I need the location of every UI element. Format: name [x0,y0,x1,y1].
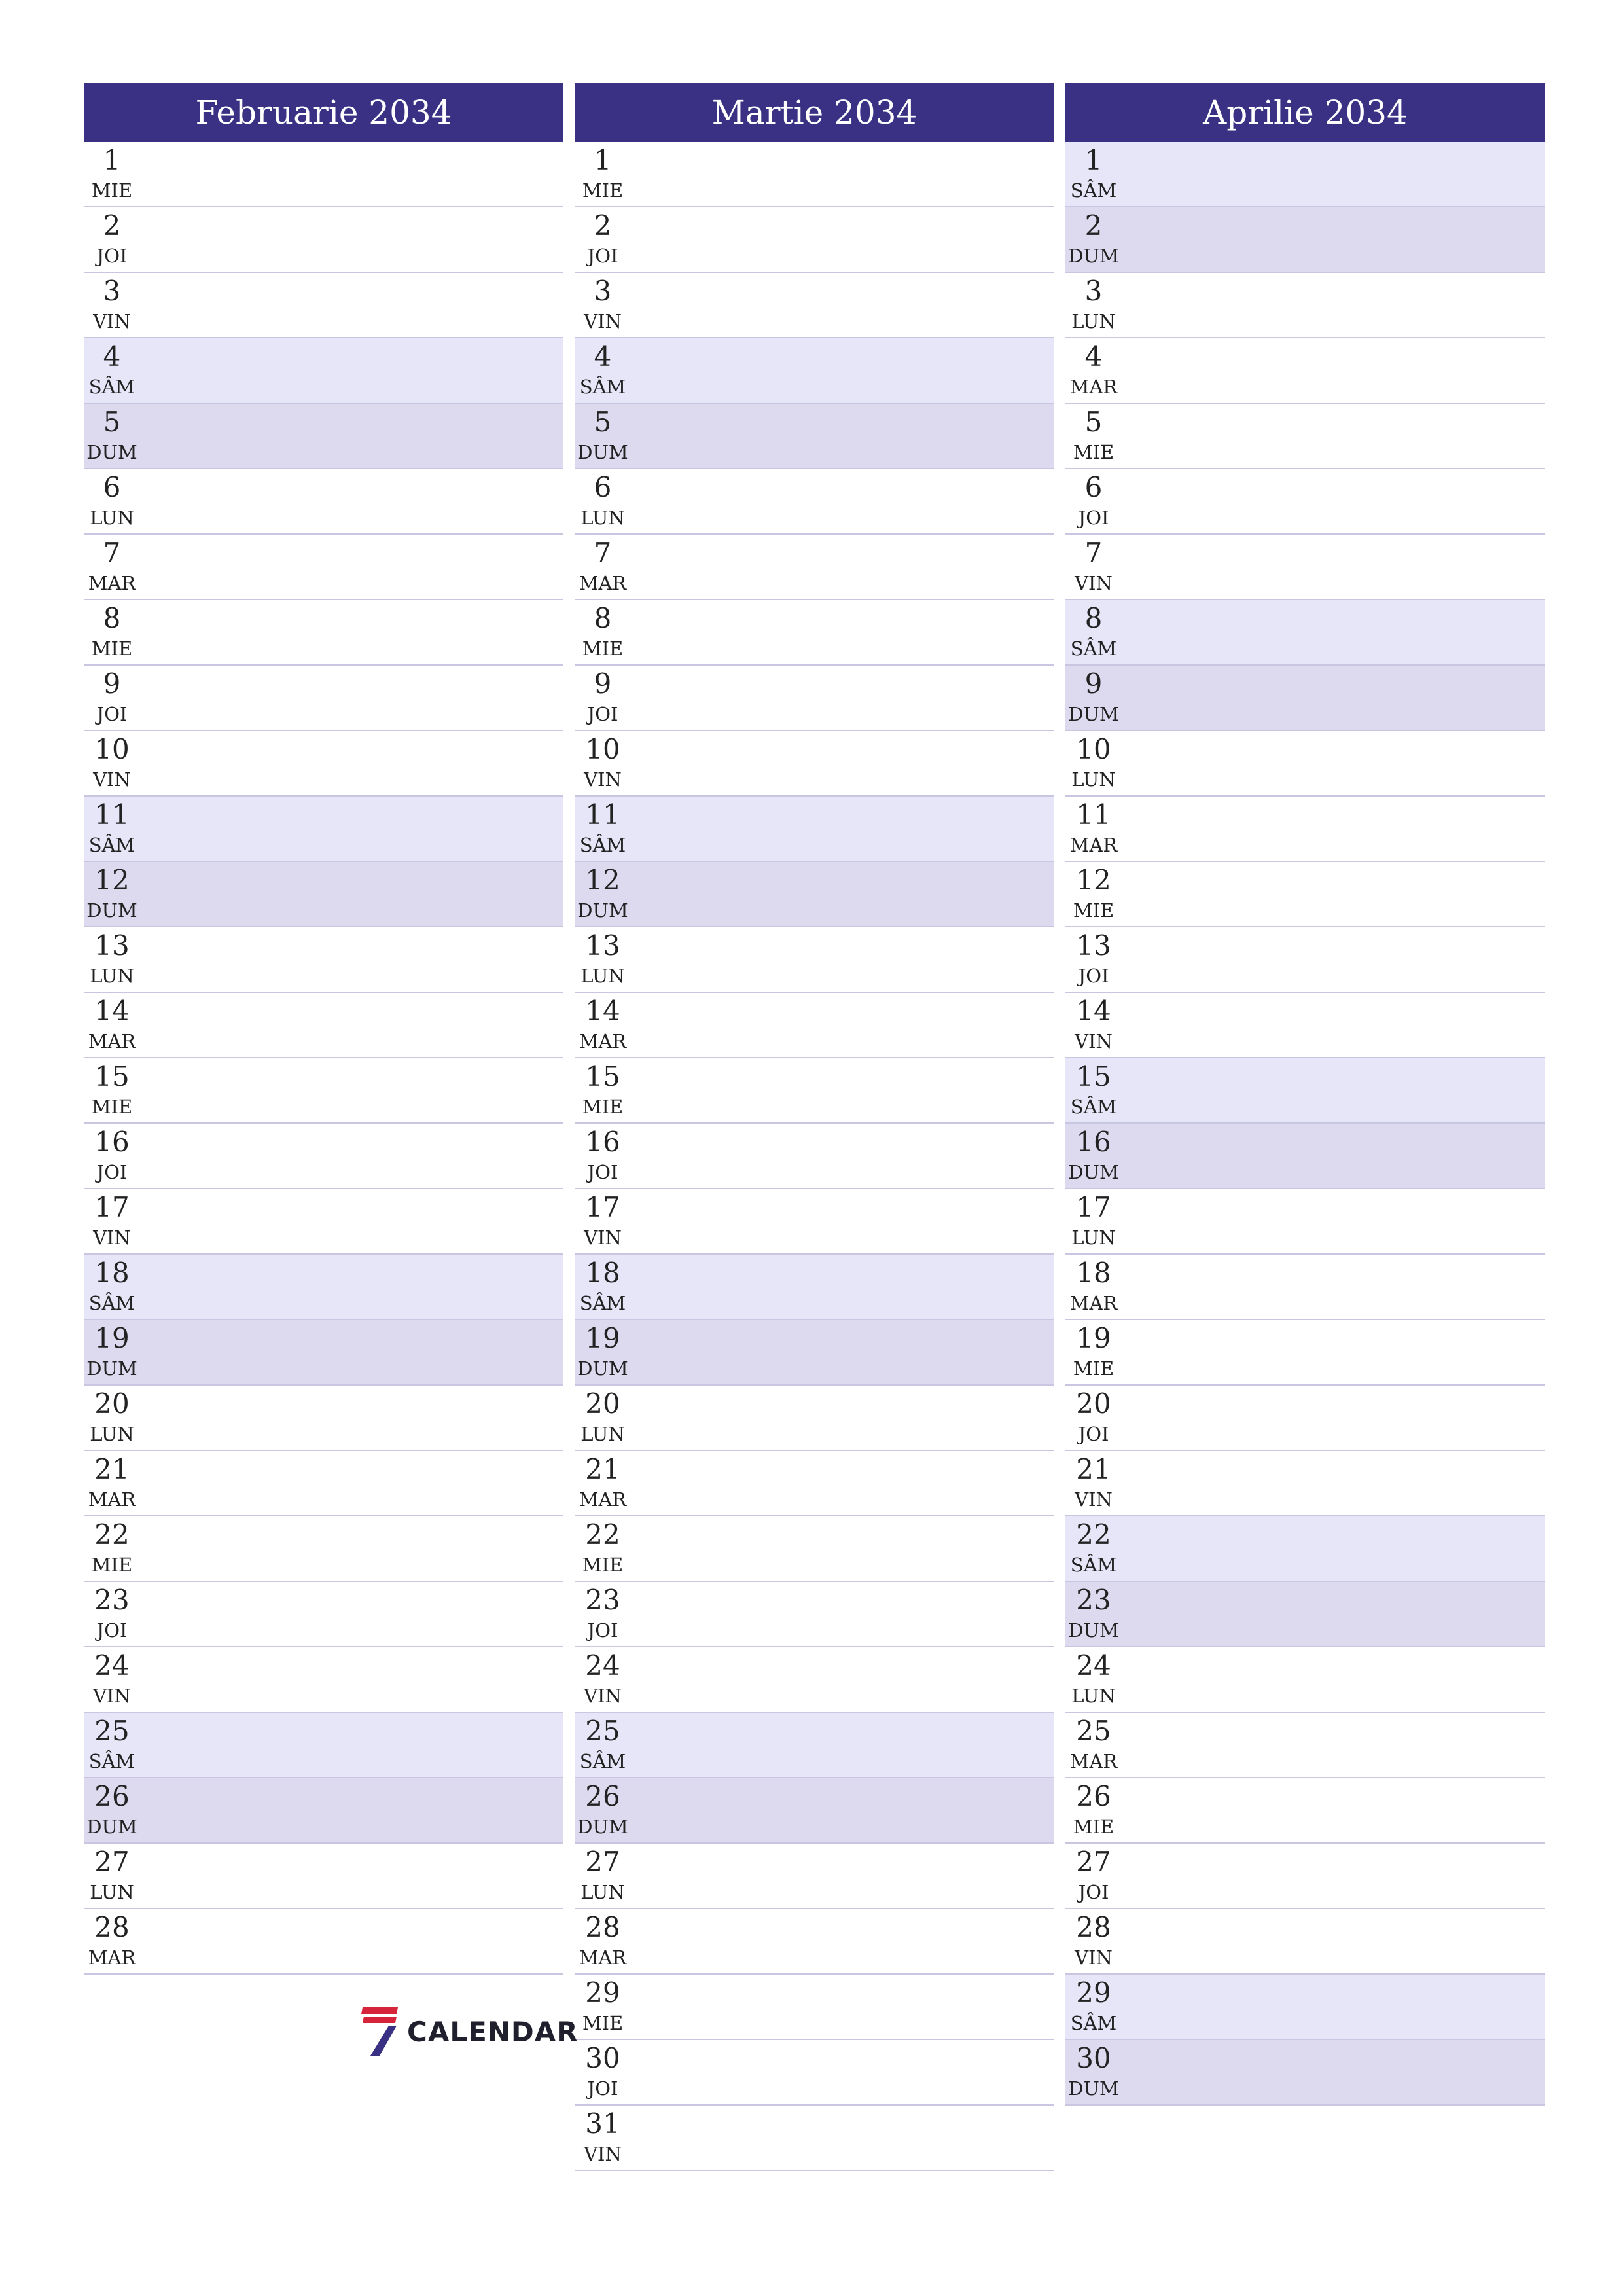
day-number: 19 [585,1322,620,1354]
day-name: MAR [88,1488,136,1511]
day-row[interactable] [84,207,563,273]
day-list [575,142,1054,2171]
day-name: MAR [579,1946,627,1969]
day-row[interactable] [575,2106,1054,2171]
day-name: DUM [577,899,628,922]
day-row[interactable] [84,1451,563,1516]
day-name: MAR [88,572,136,594]
day-number: 30 [1076,2042,1111,2074]
day-list [1065,142,1545,2106]
day-row[interactable] [575,142,1054,207]
day-name: JOI [96,703,128,725]
day-name: DUM [577,441,628,463]
day-number: 9 [594,668,612,700]
day-number: 17 [1076,1191,1111,1223]
day-row[interactable] [1065,1713,1545,1778]
day-number: 7 [594,537,612,569]
day-name: VIN [1075,572,1113,594]
day-row[interactable] [84,1386,563,1451]
day-number: 3 [103,275,121,307]
day-name: MIE [91,179,133,202]
day-row[interactable] [1065,731,1545,797]
day-number: 24 [94,1649,130,1681]
seven-logo-icon [360,2006,399,2057]
day-row[interactable] [84,142,563,207]
day-number: 15 [94,1060,130,1092]
day-number: 19 [1076,1322,1111,1354]
day-number: 24 [585,1649,620,1681]
day-name: SÂM [88,834,135,856]
day-number: 18 [1076,1257,1111,1289]
day-name: VIN [93,1227,131,1249]
day-list [84,142,563,1975]
day-row[interactable] [1065,797,1545,862]
day-name: MAR [579,1030,627,1052]
day-row[interactable] [1065,273,1545,338]
day-number: 29 [1076,1977,1111,2009]
day-name: MAR [1069,1750,1118,1772]
day-number: 12 [1076,864,1111,896]
day-number: 14 [94,995,130,1027]
day-row[interactable] [575,666,1054,731]
day-row[interactable] [84,404,563,469]
day-name: VIN [584,2143,622,2165]
day-name: LUN [90,1881,134,1903]
day-number: 25 [585,1715,620,1747]
day-number: 10 [1076,733,1111,765]
day-number: 13 [585,929,620,961]
month-title: Martie 2034 [575,83,1054,142]
day-row[interactable] [84,1647,563,1713]
day-name: MIE [1073,899,1115,922]
day-row[interactable] [575,600,1054,666]
day-number: 16 [585,1126,620,1158]
day-name: LUN [580,507,625,529]
day-number: 11 [94,798,130,831]
day-name: MIE [91,1096,133,1118]
day-row[interactable] [575,1386,1054,1451]
day-name: SÂM [579,1750,626,1772]
day-row[interactable] [575,1778,1054,1844]
day-name: LUN [1071,768,1116,791]
day-row[interactable] [575,731,1054,797]
day-row[interactable] [1065,1582,1545,1647]
day-row[interactable] [1065,1975,1545,2040]
day-number: 12 [585,864,620,896]
day-row[interactable] [575,1909,1054,1975]
day-name: MAR [579,1488,627,1511]
day-name: JOI [96,245,128,267]
day-number: 4 [1084,340,1103,372]
day-number: 25 [94,1715,130,1747]
day-row[interactable] [575,1844,1054,1909]
day-name: SÂM [1070,637,1117,660]
day-number: 23 [585,1584,620,1616]
day-number: 16 [94,1126,130,1158]
day-number: 20 [1076,1388,1111,1420]
day-row[interactable] [575,2040,1054,2106]
day-row[interactable] [84,1124,563,1189]
day-row[interactable] [1065,993,1545,1058]
day-name: MIE [1073,1357,1115,1380]
day-row[interactable] [84,1516,563,1582]
day-name: MAR [88,1030,136,1052]
day-row[interactable] [1065,338,1545,404]
month-column-march [575,83,1054,2171]
day-name: MIE [582,2012,624,2034]
day-name: SÂM [579,1292,626,1314]
day-row[interactable] [1065,927,1545,993]
day-name: VIN [1075,1030,1113,1052]
day-name: LUN [90,965,134,987]
day-number: 18 [94,1257,130,1289]
day-name: LUN [1071,1685,1116,1707]
day-row[interactable] [1065,1255,1545,1320]
day-number: 5 [594,406,612,438]
day-number: 12 [94,864,130,896]
day-row[interactable] [575,927,1054,993]
day-name: VIN [584,310,622,332]
day-name: JOI [1078,1881,1109,1903]
day-row[interactable] [575,1975,1054,2040]
day-row[interactable] [575,862,1054,927]
day-name: MIE [582,1554,624,1576]
day-row[interactable] [1065,1909,1545,1975]
day-number: 17 [94,1191,130,1223]
day-number: 5 [103,406,121,438]
day-row[interactable] [575,404,1054,469]
day-name: DUM [1068,2077,1119,2100]
day-name: JOI [96,1619,128,1641]
day-number: 8 [1084,602,1103,634]
day-name: DUM [1068,1161,1119,1183]
day-row[interactable] [84,1255,563,1320]
day-name: SÂM [88,1750,135,1772]
day-number: 26 [585,1780,620,1812]
day-number: 6 [1084,471,1103,503]
day-row[interactable] [84,1189,563,1255]
day-row[interactable] [1065,1844,1545,1909]
day-row[interactable] [575,1516,1054,1582]
day-row[interactable] [1065,1778,1545,1844]
day-name: SÂM [579,376,626,398]
month-title: Februarie 2034 [84,83,563,142]
day-name: JOI [1078,965,1109,987]
day-number: 8 [594,602,612,634]
day-name: MIE [91,637,133,660]
day-number: 20 [94,1388,130,1420]
day-row[interactable] [84,1320,563,1386]
day-row[interactable] [1065,862,1545,927]
day-name: VIN [584,768,622,791]
day-name: JOI [587,1619,618,1641]
day-number: 2 [1084,209,1103,242]
day-row[interactable] [84,797,563,862]
day-row[interactable] [1065,1386,1545,1451]
day-name: LUN [90,1423,134,1445]
day-row[interactable] [575,469,1054,535]
day-number: 23 [1076,1584,1111,1616]
day-name: LUN [1071,1227,1116,1249]
day-name: SÂM [1070,2012,1117,2034]
day-number: 18 [585,1257,620,1289]
day-number: 26 [1076,1780,1111,1812]
day-name: VIN [1075,1946,1113,1969]
day-row[interactable] [84,469,563,535]
day-row[interactable] [1065,469,1545,535]
day-number: 11 [1076,798,1111,831]
day-row[interactable] [84,1844,563,1909]
day-number: 16 [1076,1126,1111,1158]
day-row[interactable] [575,1189,1054,1255]
day-name: MIE [1073,1816,1115,1838]
day-number: 6 [594,471,612,503]
day-row[interactable] [84,1909,563,1975]
day-name: JOI [587,1161,618,1183]
day-number: 15 [1076,1060,1111,1092]
day-name: SÂM [88,376,135,398]
day-row[interactable] [84,1058,563,1124]
day-number: 1 [1084,144,1103,176]
day-name: SÂM [1070,1096,1117,1118]
day-number: 27 [1076,1846,1111,1878]
day-name: JOI [1078,1423,1109,1445]
day-number: 28 [94,1911,130,1943]
day-row[interactable] [1065,1320,1545,1386]
month-column-april [1065,83,1545,2106]
day-row[interactable] [1065,1058,1545,1124]
day-row[interactable] [84,338,563,404]
day-row[interactable] [575,1451,1054,1516]
day-number: 2 [594,209,612,242]
day-number: 9 [1084,668,1103,700]
day-name: SÂM [88,1292,135,1314]
day-number: 26 [94,1780,130,1812]
day-name: DUM [86,899,137,922]
day-number: 21 [94,1453,130,1485]
day-name: MIE [582,1096,624,1118]
day-row[interactable] [575,207,1054,273]
day-row[interactable] [84,993,563,1058]
day-number: 21 [1076,1453,1111,1485]
day-number: 8 [103,602,121,634]
day-number: 31 [585,2108,620,2140]
day-number: 27 [94,1846,130,1878]
day-row[interactable] [1065,142,1545,207]
day-number: 27 [585,1846,620,1878]
day-row[interactable] [84,535,563,600]
day-name: VIN [584,1227,622,1249]
day-number: 22 [1076,1518,1111,1551]
day-name: DUM [86,1357,137,1380]
day-number: 15 [585,1060,620,1092]
day-name: JOI [587,245,618,267]
day-name: DUM [577,1816,628,1838]
day-number: 13 [94,929,130,961]
day-name: LUN [580,1881,625,1903]
month-title: Aprilie 2034 [1065,83,1545,142]
day-row[interactable] [84,862,563,927]
day-row[interactable] [1065,1124,1545,1189]
brand-logo[interactable] [360,2004,579,2059]
day-name: MAR [88,1946,136,1969]
day-name: DUM [1068,1619,1119,1641]
day-row[interactable] [575,1320,1054,1386]
day-number: 10 [94,733,130,765]
day-name: MIE [582,637,624,660]
day-row[interactable] [84,600,563,666]
day-number: 19 [94,1322,130,1354]
day-row[interactable] [84,1713,563,1778]
day-name: MAR [579,572,627,594]
day-name: MIE [582,179,624,202]
day-row[interactable] [575,338,1054,404]
day-row[interactable] [84,273,563,338]
day-number: 24 [1076,1649,1111,1681]
day-name: VIN [93,768,131,791]
day-row[interactable] [1065,2040,1545,2106]
day-row[interactable] [575,993,1054,1058]
day-number: 11 [585,798,620,831]
day-number: 4 [594,340,612,372]
day-number: 20 [585,1388,620,1420]
day-number: 5 [1084,406,1103,438]
day-name: MIE [1073,441,1115,463]
day-name: VIN [584,1685,622,1707]
day-row[interactable] [1065,1451,1545,1516]
day-row[interactable] [84,927,563,993]
day-name: DUM [577,1357,628,1380]
day-name: JOI [587,703,618,725]
day-name: VIN [93,310,131,332]
day-name: LUN [580,1423,625,1445]
day-name: LUN [90,507,134,529]
day-name: VIN [93,1685,131,1707]
day-number: 30 [585,2042,620,2074]
day-number: 13 [1076,929,1111,961]
day-row[interactable] [575,1255,1054,1320]
day-row[interactable] [1065,666,1545,731]
day-name: DUM [86,1816,137,1838]
day-number: 17 [585,1191,620,1223]
month-column-february [84,83,563,1975]
day-name: SÂM [1070,1554,1117,1576]
day-name: MIE [91,1554,133,1576]
day-row[interactable] [575,1713,1054,1778]
day-number: 22 [94,1518,130,1551]
day-row[interactable] [84,666,563,731]
day-name: DUM [86,441,137,463]
day-name: LUN [580,965,625,987]
day-number: 22 [585,1518,620,1551]
day-row[interactable] [575,1647,1054,1713]
day-number: 1 [594,144,612,176]
day-row[interactable] [1065,1516,1545,1582]
day-row[interactable] [1065,1189,1545,1255]
day-number: 7 [103,537,121,569]
day-number: 2 [103,209,121,242]
day-name: SÂM [579,834,626,856]
day-name: MAR [1069,1292,1118,1314]
day-row[interactable] [84,1778,563,1844]
day-row[interactable] [575,535,1054,600]
day-number: 3 [594,275,612,307]
day-number: 29 [585,1977,620,2009]
day-row[interactable] [1065,207,1545,273]
day-row[interactable] [575,1124,1054,1189]
day-number: 9 [103,668,121,700]
day-number: 21 [585,1453,620,1485]
day-name: DUM [1068,703,1119,725]
day-name: DUM [1068,245,1119,267]
day-row[interactable] [575,1582,1054,1647]
day-row[interactable] [575,797,1054,862]
day-row[interactable] [1065,600,1545,666]
day-number: 14 [1076,995,1111,1027]
day-row[interactable] [575,273,1054,338]
day-number: 3 [1084,275,1103,307]
day-row[interactable] [1065,404,1545,469]
day-number: 28 [585,1911,620,1943]
day-name: VIN [1075,1488,1113,1511]
day-number: 7 [1084,537,1103,569]
day-number: 4 [103,340,121,372]
day-number: 14 [585,995,620,1027]
day-row[interactable] [575,1058,1054,1124]
day-number: 25 [1076,1715,1111,1747]
logo-text: CALENDAR [407,2015,579,2048]
day-number: 23 [94,1584,130,1616]
day-row[interactable] [84,731,563,797]
day-name: LUN [1071,310,1116,332]
day-row[interactable] [84,1582,563,1647]
day-name: MAR [1069,834,1118,856]
day-name: SÂM [1070,179,1117,202]
day-row[interactable] [1065,535,1545,600]
day-number: 1 [103,144,121,176]
day-name: MAR [1069,376,1118,398]
day-number: 28 [1076,1911,1111,1943]
day-number: 10 [585,733,620,765]
day-number: 6 [103,471,121,503]
day-name: JOI [1078,507,1109,529]
day-name: JOI [96,1161,128,1183]
day-name: JOI [587,2077,618,2100]
day-row[interactable] [1065,1647,1545,1713]
